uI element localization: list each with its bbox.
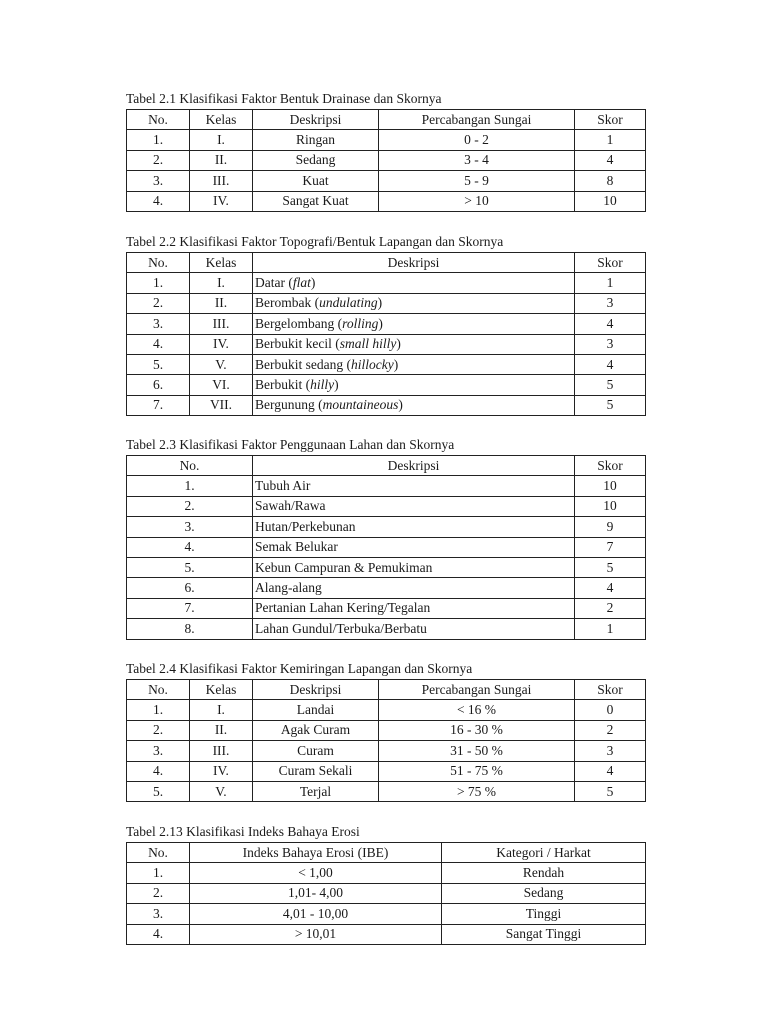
table-penggunaan-lahan: [126, 455, 646, 640]
cell: 5 - 9: [379, 171, 575, 191]
cell: Ringan: [253, 130, 379, 150]
cell: 2.: [127, 293, 190, 313]
cell: 4: [575, 150, 646, 170]
cell: Tubuh Air: [253, 476, 575, 496]
table-indeks-bahaya-erosi: [126, 842, 646, 945]
desc-term: small hilly: [339, 336, 397, 352]
table-header-row: [127, 680, 646, 700]
cell: Semak Belukar: [253, 537, 575, 557]
cell-description: [253, 314, 575, 334]
cell: 1.: [127, 130, 190, 150]
cell: 1: [575, 273, 646, 293]
cell: > 10,01: [190, 924, 442, 944]
cell: 3.: [127, 517, 253, 537]
table-2-1-block: [126, 91, 645, 212]
cell: 7.: [127, 395, 190, 415]
cell: 4,01 - 10,00: [190, 904, 442, 924]
desc-term: flat: [292, 275, 311, 291]
cell: Alang-alang: [253, 578, 575, 598]
cell: 2.: [127, 883, 190, 903]
desc-close: ): [377, 295, 383, 311]
cell: Landai: [253, 700, 379, 720]
table-2-3-block: [126, 437, 645, 640]
cell: VII.: [190, 395, 253, 415]
cell-description: [253, 273, 575, 293]
table-row: [127, 496, 646, 516]
cell: 3.: [127, 741, 190, 761]
cell: Hutan/Perkebunan: [253, 517, 575, 537]
desc-close: ): [378, 315, 383, 331]
cell: 1: [575, 619, 646, 639]
cell: 6.: [127, 578, 253, 598]
desc-term: mountaineous: [322, 397, 399, 413]
table-caption: Tabel 2.3 Klasifikasi Faktor Penggunaan Lahan dan Skornya: [126, 437, 455, 452]
table-2-4-block: [126, 661, 645, 802]
cell: Lahan Gundul/Terbuka/Berbatu: [253, 619, 575, 639]
col-header: Kategori / Harkat: [442, 843, 646, 863]
table-row: [127, 619, 646, 639]
desc-text: Berbukit kecil (: [255, 336, 340, 352]
cell: > 10: [379, 191, 575, 211]
table-row: [127, 720, 646, 740]
cell: Sawah/Rawa: [253, 496, 575, 516]
table-kemiringan: [126, 679, 646, 802]
table-row: [127, 781, 646, 801]
cell: 16 - 30 %: [379, 720, 575, 740]
desc-term: hillocky: [350, 356, 394, 372]
cell: 3.: [127, 314, 190, 334]
table-2-2-block: [126, 234, 645, 416]
cell: 3.: [127, 904, 190, 924]
cell: 1.: [127, 476, 253, 496]
table-row: [127, 598, 646, 618]
cell: 4: [575, 314, 646, 334]
desc-close: ): [396, 336, 401, 352]
cell: 4.: [127, 334, 190, 354]
desc-term: rolling: [342, 315, 379, 331]
cell: 0: [575, 700, 646, 720]
cell: V.: [190, 781, 253, 801]
desc-text: Bergelombang (: [255, 315, 343, 331]
cell: Sedang: [442, 883, 646, 903]
cell: 7: [575, 537, 646, 557]
desc-close: ): [334, 377, 339, 393]
cell: Tinggi: [442, 904, 646, 924]
desc-text: Berombak (: [255, 295, 320, 311]
cell: 8.: [127, 619, 253, 639]
cell: 10: [575, 191, 646, 211]
col-header: Skor: [575, 253, 646, 273]
cell: Sedang: [253, 150, 379, 170]
table-header-row: [127, 843, 646, 863]
table-row: [127, 130, 646, 150]
cell: 5: [575, 781, 646, 801]
table-row: [127, 924, 646, 944]
col-header: Kelas: [190, 253, 253, 273]
cell: I.: [190, 273, 253, 293]
col-header: Percabangan Sungai: [379, 680, 575, 700]
cell: VI.: [190, 375, 253, 395]
cell: Sangat Kuat: [253, 191, 379, 211]
cell: 5: [575, 375, 646, 395]
cell: Curam Sekali: [253, 761, 379, 781]
col-header: Skor: [575, 680, 646, 700]
cell: III.: [190, 171, 253, 191]
cell: < 16 %: [379, 700, 575, 720]
col-header: Deskripsi: [253, 680, 379, 700]
cell: 3: [575, 334, 646, 354]
cell: Pertanian Lahan Kering/Tegalan: [253, 598, 575, 618]
col-header: Deskripsi: [253, 456, 575, 476]
cell: 5.: [127, 557, 253, 577]
col-header: No.: [127, 253, 190, 273]
cell: 1.: [127, 273, 190, 293]
table-row: [127, 578, 646, 598]
desc-text: Bergunung (: [255, 397, 323, 413]
table-caption: Tabel 2.2 Klasifikasi Faktor Topografi/Bentuk Lapangan dan Skornya: [126, 234, 504, 249]
col-header: Kelas: [190, 110, 253, 130]
cell: 7.: [127, 598, 253, 618]
table-row: [127, 883, 646, 903]
table-drainase: [126, 109, 646, 212]
table-row: [127, 517, 646, 537]
table-row: [127, 863, 646, 883]
cell: 5: [575, 395, 646, 415]
cell: 2: [575, 598, 646, 618]
cell: 2: [575, 720, 646, 740]
cell: III.: [190, 314, 253, 334]
table-row: [127, 150, 646, 170]
cell: 2.: [127, 150, 190, 170]
cell: 5: [575, 557, 646, 577]
cell: 2.: [127, 720, 190, 740]
desc-close: ): [393, 356, 399, 372]
cell-description: [253, 354, 575, 374]
cell: 1: [575, 130, 646, 150]
cell: 10: [575, 476, 646, 496]
cell: IV.: [190, 191, 253, 211]
table-topografi: [126, 252, 646, 416]
col-header: Indeks Bahaya Erosi (IBE): [190, 843, 442, 863]
cell: Rendah: [442, 863, 646, 883]
cell: 2.: [127, 496, 253, 516]
col-header: Kelas: [190, 680, 253, 700]
table-row: [127, 293, 646, 313]
cell: 4.: [127, 761, 190, 781]
cell: 1.: [127, 700, 190, 720]
table-row: [127, 273, 646, 293]
col-header: Deskripsi: [253, 253, 575, 273]
desc-text: Berbukit (: [255, 377, 311, 393]
desc-term: hilly: [310, 377, 335, 393]
table-row: [127, 476, 646, 496]
cell-description: [253, 293, 575, 313]
cell: 3: [575, 293, 646, 313]
cell: II.: [190, 293, 253, 313]
desc-text: Datar (: [255, 275, 293, 291]
cell: Kebun Campuran & Pemukiman: [253, 557, 575, 577]
cell: Kuat: [253, 171, 379, 191]
cell: 6.: [127, 375, 190, 395]
cell: I.: [190, 130, 253, 150]
cell: II.: [190, 720, 253, 740]
cell: Terjal: [253, 781, 379, 801]
col-header: No.: [127, 110, 190, 130]
desc-text: Berbukit sedang (: [255, 356, 351, 372]
desc-close: ): [310, 275, 316, 291]
cell: 8: [575, 171, 646, 191]
cell: IV.: [190, 761, 253, 781]
cell: IV.: [190, 334, 253, 354]
cell: II.: [190, 150, 253, 170]
cell: 1.: [127, 863, 190, 883]
cell: 1,01- 4,00: [190, 883, 442, 903]
table-row: [127, 395, 646, 415]
table-row: [127, 354, 646, 374]
table-row: [127, 700, 646, 720]
table-caption: Tabel 2.4 Klasifikasi Faktor Kemiringan Lapangan dan Skornya: [126, 661, 473, 676]
table-caption: Tabel 2.1 Klasifikasi Faktor Bentuk Drainase dan Skornya: [126, 91, 442, 106]
desc-close: ): [398, 397, 403, 413]
table-row: [127, 375, 646, 395]
cell: Agak Curam: [253, 720, 379, 740]
cell: 4: [575, 578, 646, 598]
cell: 31 - 50 %: [379, 741, 575, 761]
table-2-13-block: [126, 824, 645, 945]
cell: 3 - 4: [379, 150, 575, 170]
cell: < 1,00: [190, 863, 442, 883]
cell-description: [253, 334, 575, 354]
cell: V.: [190, 354, 253, 374]
cell: 4: [575, 761, 646, 781]
table-row: [127, 191, 646, 211]
cell: 3: [575, 741, 646, 761]
cell-description: [253, 375, 575, 395]
cell: 4.: [127, 924, 190, 944]
cell: 51 - 75 %: [379, 761, 575, 781]
cell: > 75 %: [379, 781, 575, 801]
col-header: No.: [127, 456, 253, 476]
col-header: Deskripsi: [253, 110, 379, 130]
table-row: [127, 334, 646, 354]
cell: 0 - 2: [379, 130, 575, 150]
col-header: Percabangan Sungai: [379, 110, 575, 130]
col-header: Skor: [575, 110, 646, 130]
table-header-row: [127, 456, 646, 476]
col-header: No.: [127, 680, 190, 700]
col-header: No.: [127, 843, 190, 863]
table-row: [127, 314, 646, 334]
table-row: [127, 171, 646, 191]
cell: Curam: [253, 741, 379, 761]
table-caption: Tabel 2.13 Klasifikasi Indeks Bahaya Erosi: [126, 824, 360, 839]
cell: 4: [575, 354, 646, 374]
desc-term: undulating: [319, 295, 378, 311]
cell: I.: [190, 700, 253, 720]
table-header-row: [127, 110, 646, 130]
col-header: Skor: [575, 456, 646, 476]
table-row: [127, 741, 646, 761]
table-row: [127, 904, 646, 924]
cell: Sangat Tinggi: [442, 924, 646, 944]
table-row: [127, 557, 646, 577]
table-row: [127, 761, 646, 781]
cell: 4.: [127, 537, 253, 557]
cell: 9: [575, 517, 646, 537]
table-header-row: [127, 253, 646, 273]
cell-description: [253, 395, 575, 415]
table-row: [127, 537, 646, 557]
cell: 4.: [127, 191, 190, 211]
cell: 5.: [127, 354, 190, 374]
cell: 5.: [127, 781, 190, 801]
cell: 10: [575, 496, 646, 516]
cell: III.: [190, 741, 253, 761]
cell: 3.: [127, 171, 190, 191]
